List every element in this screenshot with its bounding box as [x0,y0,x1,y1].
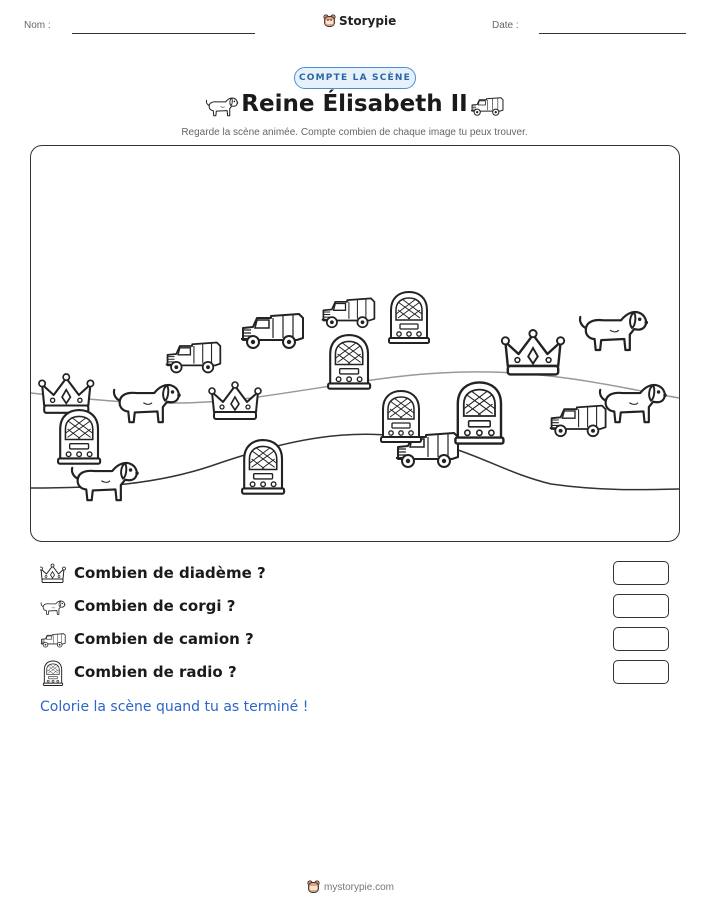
brand-name: Storypie [339,14,397,28]
date-label: Date : [492,20,519,31]
radio-icon [40,660,66,686]
answer-box-truck[interactable] [613,627,669,651]
question-row [40,561,670,587]
question-row [40,627,670,653]
answer-box-radio[interactable] [613,660,669,684]
corgi-icon [600,385,667,422]
question-label: Combien de diadème ? [74,564,266,582]
question-row [40,660,670,686]
crown-icon [39,374,94,413]
site-url: mystorypie.com [324,881,395,893]
corgi-icon [72,463,139,500]
crown-icon [502,330,564,374]
page-title: Reine Élisabeth II [241,91,468,117]
radio-icon [455,382,503,443]
name-line[interactable] [72,33,255,34]
site-footer [307,880,394,894]
radio-icon [328,335,370,389]
crown-icon [40,561,66,587]
question-label: Combien de corgi ? [74,597,236,615]
truck-icon [550,406,606,437]
corgi-icon [580,312,648,350]
radio-icon [58,410,100,464]
count-scene-badge: COMPTE LA SCÈNE [294,67,416,89]
bear-logo-icon [323,14,336,28]
truck-icon [470,94,504,118]
instructions: Regarde la scène animée. Compte combien de chaque image tu peux trouver. [181,127,528,138]
truck-icon [241,314,303,348]
name-label: Nom : [24,20,51,31]
radio-icon [381,391,421,442]
coloring-note: Colorie la scène quand tu as terminé ! [40,699,309,715]
bear-logo-icon [307,880,320,894]
radio-icon [389,292,429,343]
date-line[interactable] [539,33,686,34]
question-label: Combien de radio ? [74,663,237,681]
brand [323,14,396,28]
question-row [40,594,670,620]
crown-icon [209,382,261,419]
scene-illustration [30,145,680,542]
truck-icon [40,627,66,653]
truck-icon [322,298,375,327]
answer-box-corgi[interactable] [613,594,669,618]
radio-icon [242,440,284,494]
question-label: Combien de camion ? [74,630,254,648]
truck-icon [166,343,221,373]
answer-box-crown[interactable] [613,561,669,585]
corgi-icon [40,594,66,620]
